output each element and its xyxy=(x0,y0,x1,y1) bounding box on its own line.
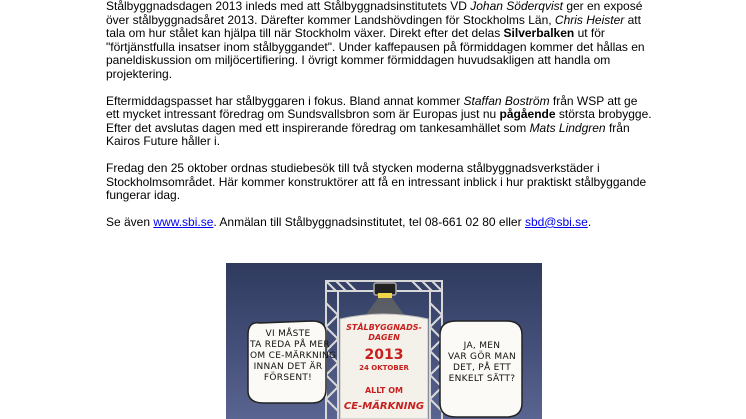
bubble-line: INNAN DET ÄR xyxy=(253,362,323,372)
text: ut för xyxy=(574,26,605,41)
paragraph-intro xyxy=(106,0,646,82)
award-name: Silverbalken xyxy=(503,26,575,41)
text-line: Kairos Future håller i. xyxy=(106,134,221,149)
bubble-line: OM CE-MÄRKNING xyxy=(250,351,337,361)
text: största brobygge. xyxy=(555,107,652,122)
sign-topic-l2: CE-MÄRKNING xyxy=(343,401,425,412)
speaker-name: Mats Lindgren xyxy=(529,120,606,135)
paragraph-afternoon xyxy=(106,93,652,149)
sign-topic-l1: ALLT OM xyxy=(364,386,404,395)
bubble-line: ENKELT SÄTT? xyxy=(448,374,516,384)
bubble-line: VI MÅSTE xyxy=(265,329,311,339)
bubble-line: FÖRSENT! xyxy=(263,373,313,383)
bubble-left-text xyxy=(250,329,337,384)
text-line: "förtjänstfulla insatser inom stålbyggandet". Under kaffepausen på förmiddagen kommer det hållas en xyxy=(106,39,645,54)
text: Efter det avslutas dagen med ett inspirerande föredrag om tankesamhället som xyxy=(106,120,530,135)
bubble-line: DET, PÅ ETT xyxy=(452,363,512,373)
text: ett mycket intressant föredrag om Sundsvallsbron som är Europas just nu xyxy=(106,107,500,122)
text: Eftermiddagspasset har stålbyggaren i fokus. Bland annat kommer xyxy=(106,93,464,108)
speaker-name: Johan Söderqvist xyxy=(470,0,563,13)
bubble-line: JA, MEN xyxy=(463,341,501,351)
text: att xyxy=(624,12,641,27)
text: från WSP att ge xyxy=(549,93,638,108)
email-link[interactable]: sbd@sbi.se xyxy=(524,214,588,229)
text: Stålbyggnadsdagen 2013 inleds med att Stålbyggnadsinstitutets VD xyxy=(106,0,471,13)
speaker-name: Chris Heister xyxy=(554,12,625,27)
paragraph-contact xyxy=(106,216,646,230)
text: Se även xyxy=(106,214,154,229)
sign-year: 2013 xyxy=(364,347,404,363)
paragraph-study-visit xyxy=(106,162,646,203)
text: från xyxy=(605,120,630,135)
emphasis: pågående xyxy=(499,107,556,122)
text: . Anmälan till Stålbyggnadsinstitutet, tel 08-661 02 80 eller xyxy=(213,214,525,229)
sign-title-line: STÅLBYGGNADS- xyxy=(346,323,422,332)
bubble-line: VAR GÖR MAN xyxy=(448,352,516,362)
website-link[interactable]: www.sbi.se xyxy=(153,214,214,229)
bubble-line: TA REDA PÅ MER xyxy=(250,340,330,350)
sign-title xyxy=(340,323,428,343)
text-line: paneldiskussion om miljöcertifiering. I övrigt kommer förmiddagen huvudsakligen att handla om xyxy=(106,53,611,68)
speaker-name: Staffan Boström xyxy=(463,93,550,108)
document-body xyxy=(106,0,652,242)
text: tala om hur stålet kan hjälpa till när Stockholm växer. Direkt efter det delas xyxy=(106,26,504,41)
text-line: projektering. xyxy=(106,66,173,81)
text-line: Stockholmsområdet. Här kommer konstruktörer att få en intressant inblick i hur praktiskt stålbyggande xyxy=(106,174,647,189)
text: . xyxy=(587,214,592,229)
event-illustration xyxy=(226,263,542,419)
text: över stålbyggnadsåret 2013. Därefter kommer Landshövdingen för Stockholms Län, xyxy=(106,12,555,27)
sign-date: 24 OKTOBER xyxy=(359,364,409,372)
bubble-right-text xyxy=(442,341,522,385)
sign-title-line: DAGEN xyxy=(368,333,400,342)
text-line: fungerar idag. xyxy=(106,188,181,203)
text-line: Fredag den 25 oktober ordnas studiebesök till två stycken moderna stålbyggnadsverkstäder i xyxy=(106,160,600,175)
text: ger en exposé xyxy=(562,0,643,13)
